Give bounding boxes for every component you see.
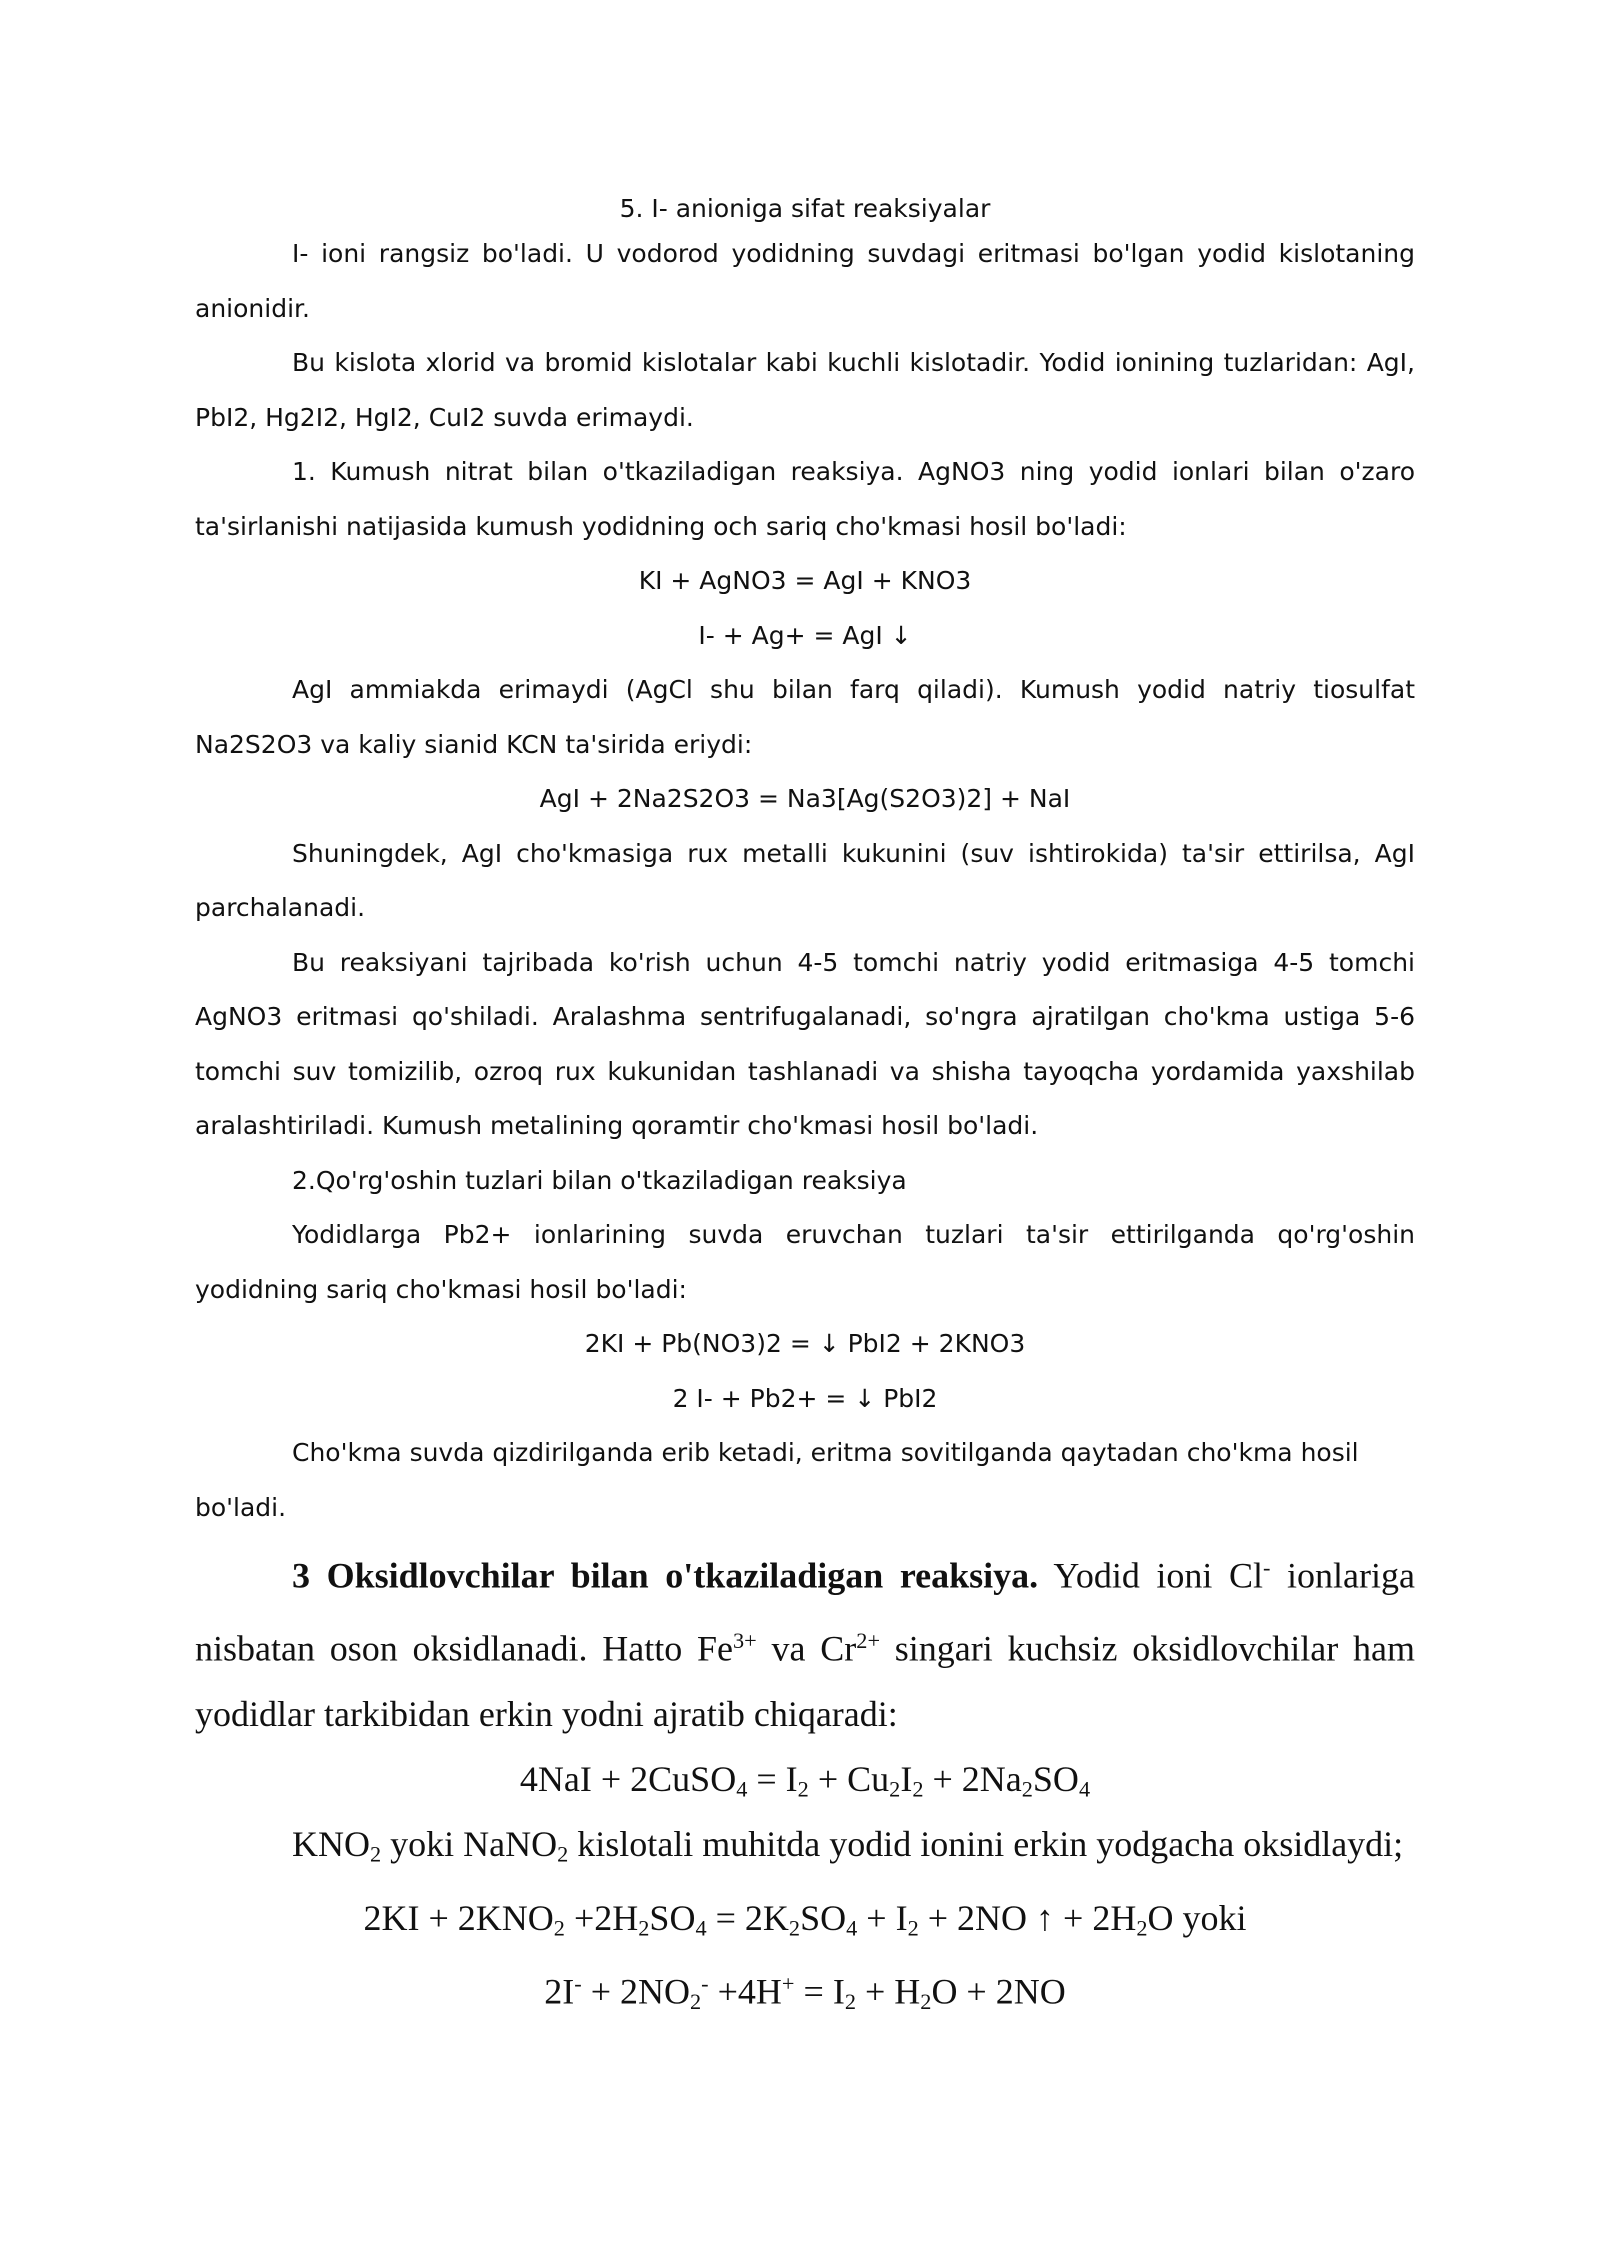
equation-ionic-nitrite: $2I^- + 2NO_2^- +4H^+ = I_2 + H_2O + 2NO$ [544, 1971, 1066, 2014]
equation-ki-kno2: $2KI + 2KNO_2 +2H_2SO_4 = 2K_2SO_4 + I_2 + 2NO$ ↑ + $2H_2O$ yoki [363, 1898, 1247, 1941]
paragraph-nitrite-oxidation: $KNO_2$ yoki NaNO$_2$ kislotali muhitda yodid ionini erkin yodgacha oksidlaydi; [292, 1823, 1404, 1867]
paragraph-lead-iodide: Yodidlarga Pb2+ ionlarining suvda eruvchan tuzlari ta'sir ettirilganda qo'rg'oshin yodidning sariq cho'kmasi hosil bo'ladi: [195, 1220, 1415, 1304]
paragraph-experiment: Bu reaksiyani tajribada ko'rish uchun 4-5 tomchi natriy yodid eritmasiga 4-5 tomchi AgNO3 eritmasi qo'shiladi. Aralashma sentrifugalanadi, so'ngra ajratilgan cho'kma ustiga 5-6 tomchi suv tomizilib, ozroq rux kukunidan tashlanadi va shisha tayoqcha yordamida yaxshilab aralashtiriladi. Kumush metalining qoramtir cho'kmasi hosil bo'ladi. [195, 947, 1415, 1140]
equation-nai-cuso4: 4NaI + 2CuSO$_4$ = $I_2 + Cu_2I_2 + 2Na_2SO_4$ [519, 1758, 1091, 1802]
oxidizers-heading: 3 Oksidlovchilar bilan o'tkaziladigan reaksiya. [292, 1555, 1039, 1596]
paragraph-silver-nitrate-reaction: 1. Kumush nitrat bilan o'tkaziladigan reaksiya. AgNO3 ning yodid ionlari bilan o'zaro ta'sirlanishi natijasida kumush yodidning och sariq cho'kmasi hosil bo'ladi: [195, 457, 1415, 541]
equation-agi-thiosulfate: AgI + 2Na2S2O3 = Na3[Ag(S2O3)2] + NaI [539, 784, 1071, 813]
paragraph-agi-solubility: AgI ammiakda erimaydi (AgCl shu bilan farq qiladi). Kumush yodid natriy tiosulfat Na2S2O3 va kaliy sianid KCN ta'sirida eriydi: [195, 675, 1415, 759]
equation-ionic-pbi2: 2 I- + Pb2+ = ↓ PbI2 [672, 1383, 938, 1413]
paragraph-oxidizers: 3 Oksidlovchilar bilan o'tkaziladigan reaksiya. Yodid ioni Cl- ionlariga nisbatan oson oksidlanadi. Hatto $Fe^{3+}$ va $Cr^{2+}$ singari kuchsiz oksidlovchilar ham yodidlar tarkibidan erkin yodni ajratib chiqaradi: [195, 1555, 1415, 1734]
subheading-lead-reaction: 2.Qo'rg'oshin tuzlari bilan o'tkaziladigan reaksiya [292, 1165, 907, 1195]
document-page [195, 190, 1415, 2016]
equation-ki-agno3: KI + AgNO3 = AgI + KNO3 [638, 566, 972, 595]
equation-ki-pbno3: 2KI + Pb(NO3)2 = ↓ PbI2 + 2KNO3 [584, 1329, 1026, 1358]
equation-ionic-agi: I- + Ag+ = AgI ↓ [698, 620, 912, 650]
paragraph-ion-description: I- ioni rangsiz bo'ladi. U vodorod yodidning suvdagi eritmasi bo'lgan yodid kislotaning anionidir. [195, 239, 1415, 323]
paragraph-acid-salts: Bu kislota xlorid va bromid kislotalar kabi kuchli kislotadir. Yodid ionining tuzlaridan: AgI, PbI2, Hg2I2, HgI2, CuI2 suvda erimaydi. [195, 348, 1415, 432]
paragraph-precipitate-heating: Cho'kma suvda qizdirilganda erib ketadi, eritma sovitilganda qaytadan cho'kma hosil bo'ladi. [195, 1438, 1359, 1522]
section-heading: 5. I- anioniga sifat reaksiyalar [619, 194, 991, 223]
paragraph-zinc-reduction: Shuningdek, AgI cho'kmasiga rux metalli kukunini (suv ishtirokida) ta'sir ettirilsa, AgI parchalanadi. [195, 838, 1415, 922]
